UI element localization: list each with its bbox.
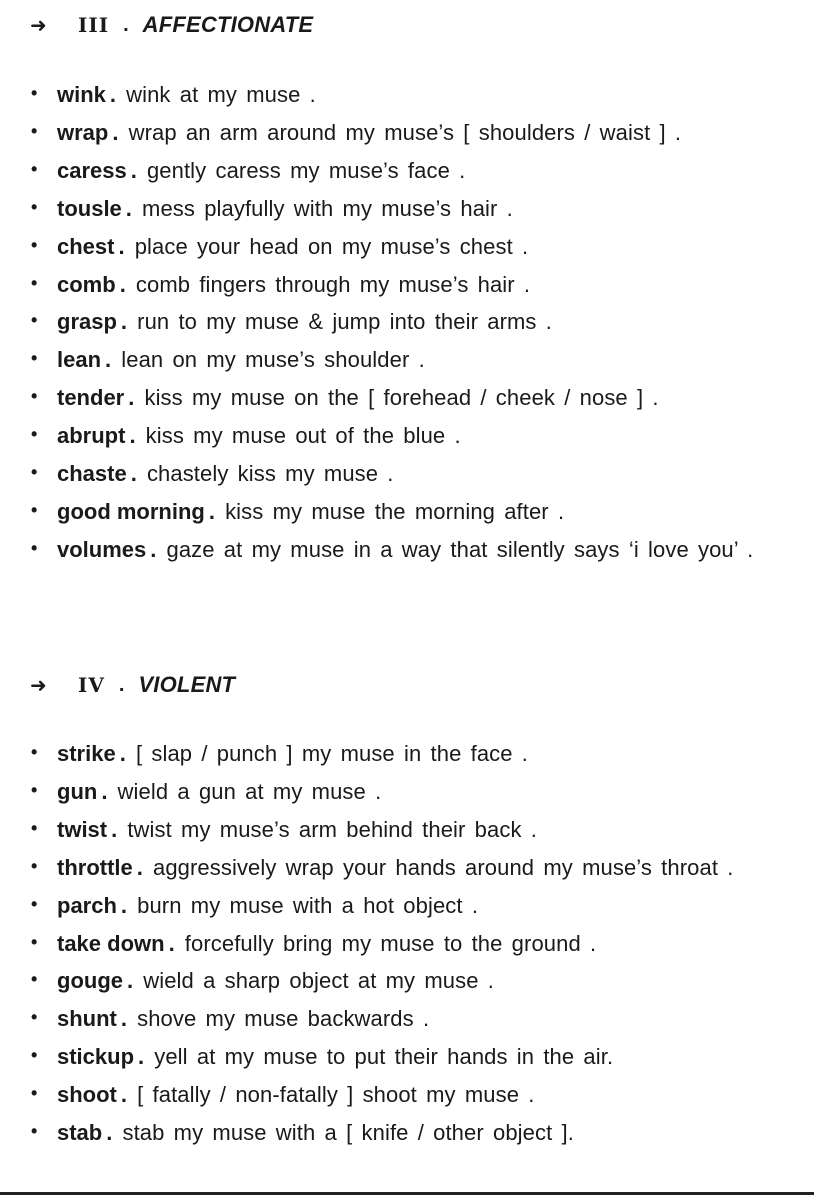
prompt-term: gouge [57, 968, 123, 994]
list-item [0, 493, 814, 531]
prompt-term: chaste [57, 461, 127, 487]
term-separator: . [127, 968, 134, 994]
term-separator: . [125, 195, 133, 221]
term-separator: . [208, 498, 216, 524]
term-separator: . [120, 1082, 128, 1108]
bullet-icon: • [31, 348, 38, 369]
bullet-icon: • [31, 742, 38, 762]
term-separator: . [119, 741, 126, 766]
affectionate-prompt-list [0, 76, 814, 569]
prompt-description: wield a sharp object at my muse . [143, 968, 494, 994]
term-separator: . [111, 816, 118, 842]
bullet-icon: • [31, 386, 38, 407]
list-item [0, 849, 814, 887]
term-separator: . [106, 1120, 113, 1146]
list-item [0, 152, 814, 190]
prompt-term: abrupt [57, 423, 126, 449]
section-heading-affectionate [30, 10, 313, 40]
prompt-term: grasp [57, 309, 117, 335]
prompt-term: chest [57, 233, 115, 259]
term-separator: . [130, 157, 137, 183]
prompt-description: yell at my muse to put their hands in the air. [154, 1044, 614, 1070]
bullet-icon: • [31, 196, 38, 217]
prompt-description: run to my muse & jump into their arms . [137, 309, 552, 335]
term-separator: . [120, 892, 128, 918]
list-item [0, 417, 814, 455]
prompt-description: burn my muse with a hot object . [137, 892, 479, 918]
term-separator: . [120, 309, 128, 335]
bottom-divider [0, 1192, 814, 1195]
prompt-description: stab my muse with a [ knife / other object ]. [122, 1120, 574, 1146]
prompt-term: strike [57, 741, 116, 766]
list-item [0, 341, 814, 379]
prompt-description: aggressively wrap your hands around my muse’s throat . [152, 854, 734, 880]
list-item [0, 735, 814, 773]
prompt-description: wield a gun at my muse . [117, 778, 382, 804]
term-separator: . [105, 347, 112, 373]
section-title: VIOLENT [138, 672, 236, 697]
bullet-icon: • [31, 272, 38, 293]
list-item [0, 962, 814, 1000]
list-item [0, 887, 814, 925]
prompt-description: shove my muse backwards . [137, 1006, 430, 1032]
list-item [0, 1000, 814, 1038]
term-separator: . [168, 930, 175, 956]
term-separator: . [130, 461, 137, 487]
list-item [0, 925, 814, 963]
bullet-icon: • [31, 537, 38, 558]
bullet-icon: • [31, 310, 38, 331]
prompt-term: lean [57, 347, 102, 373]
prompt-description: gently caress my muse’s face . [146, 157, 466, 183]
list-item [0, 455, 814, 493]
prompt-description: comb fingers through my muse’s hair . [135, 271, 531, 297]
prompt-term: shunt [57, 1006, 117, 1032]
list-item [0, 773, 814, 811]
prompt-term: stab [57, 1120, 103, 1146]
prompt-term: tousle [57, 195, 122, 221]
term-separator: . [150, 536, 157, 562]
bullet-icon: • [31, 83, 38, 103]
bullet-icon: • [31, 1083, 38, 1104]
bullet-icon: • [31, 462, 38, 483]
violent-prompt-list [0, 735, 814, 1152]
bullet-icon: • [31, 120, 38, 141]
prompt-description: twist my muse’s arm behind their back . [127, 816, 537, 842]
prompt-term: wrap [57, 119, 109, 145]
term-separator: . [128, 385, 135, 411]
list-item [0, 531, 814, 569]
prompt-description: [ fatally / non-fatally ] shoot my muse . [137, 1082, 535, 1108]
prompt-description: forcefully bring my muse to the ground . [184, 930, 597, 956]
bullet-icon: • [31, 499, 38, 520]
bullet-icon: • [31, 1121, 38, 1142]
term-separator: . [138, 1044, 145, 1070]
list-item [0, 228, 814, 266]
bullet-icon: • [31, 931, 38, 952]
prompt-description: kiss my muse on the [ forehead / cheek / nose ] . [144, 385, 659, 411]
section-separator: . [118, 673, 125, 696]
bullet-icon: • [31, 855, 38, 876]
prompt-description: [ slap / punch ] my muse in the face . [135, 741, 529, 766]
term-separator: . [109, 82, 117, 107]
prompt-description: chastely kiss my muse . [146, 461, 394, 487]
prompt-term: comb [57, 271, 116, 297]
prompt-description: place your head on my muse’s chest . [134, 233, 529, 259]
prompt-description: mess playfully with my muse’s hair . [142, 195, 513, 221]
prompt-term: shoot [57, 1082, 117, 1108]
list-item [0, 303, 814, 341]
bullet-icon: • [31, 424, 38, 445]
term-separator: . [118, 233, 125, 259]
right-arrow-icon: ➜ [30, 673, 47, 697]
term-separator: . [119, 271, 126, 297]
term-separator: . [120, 1006, 128, 1032]
prompt-term: throttle [57, 854, 133, 880]
list-item [0, 379, 814, 417]
prompt-description: wink at my muse . [126, 82, 316, 107]
prompt-term: good morning [57, 498, 205, 524]
section-numeral: IV [78, 673, 105, 697]
prompt-term: tender [57, 385, 125, 411]
prompt-term: parch [57, 892, 117, 918]
bullet-icon: • [31, 893, 38, 914]
list-item [0, 266, 814, 304]
list-item [0, 190, 814, 228]
term-separator: . [112, 119, 119, 145]
prompt-term: gun [57, 778, 98, 804]
list-item [0, 1076, 814, 1114]
term-separator: . [129, 423, 136, 449]
prompt-description: wrap an arm around my muse’s [ shoulders / waist ] . [128, 119, 682, 145]
bullet-icon: • [31, 158, 38, 179]
section-title: AFFECTIONATE [142, 12, 314, 37]
section-numeral: III [78, 13, 110, 37]
prompt-description: lean on my muse’s shoulder . [121, 347, 425, 373]
prompt-term: take down [57, 930, 165, 956]
section-separator: . [123, 13, 129, 36]
list-item [0, 1114, 814, 1152]
list-item [0, 114, 814, 152]
list-item [0, 1038, 814, 1076]
term-separator: . [101, 778, 108, 804]
prompt-description: kiss my muse out of the blue . [145, 423, 461, 449]
right-arrow-icon: ➜ [30, 13, 47, 37]
bullet-icon: • [31, 234, 38, 255]
bullet-icon: • [31, 1007, 38, 1028]
list-item [0, 811, 814, 849]
prompt-term: stickup [57, 1044, 135, 1070]
list-item [0, 76, 814, 114]
prompt-term: volumes [57, 536, 147, 562]
bullet-icon: • [31, 1045, 38, 1066]
prompt-description: kiss my muse the morning after . [225, 498, 565, 524]
bullet-icon: • [31, 817, 38, 838]
prompt-description: gaze at my muse in a way that silently says ‘i love you’ . [166, 536, 754, 562]
prompt-term: caress [57, 157, 127, 183]
bullet-icon: • [31, 969, 38, 990]
section-heading-violent [30, 670, 235, 700]
prompt-term: twist [57, 816, 108, 842]
prompt-term: wink [57, 82, 106, 107]
bullet-icon: • [31, 779, 38, 800]
term-separator: . [136, 854, 143, 880]
